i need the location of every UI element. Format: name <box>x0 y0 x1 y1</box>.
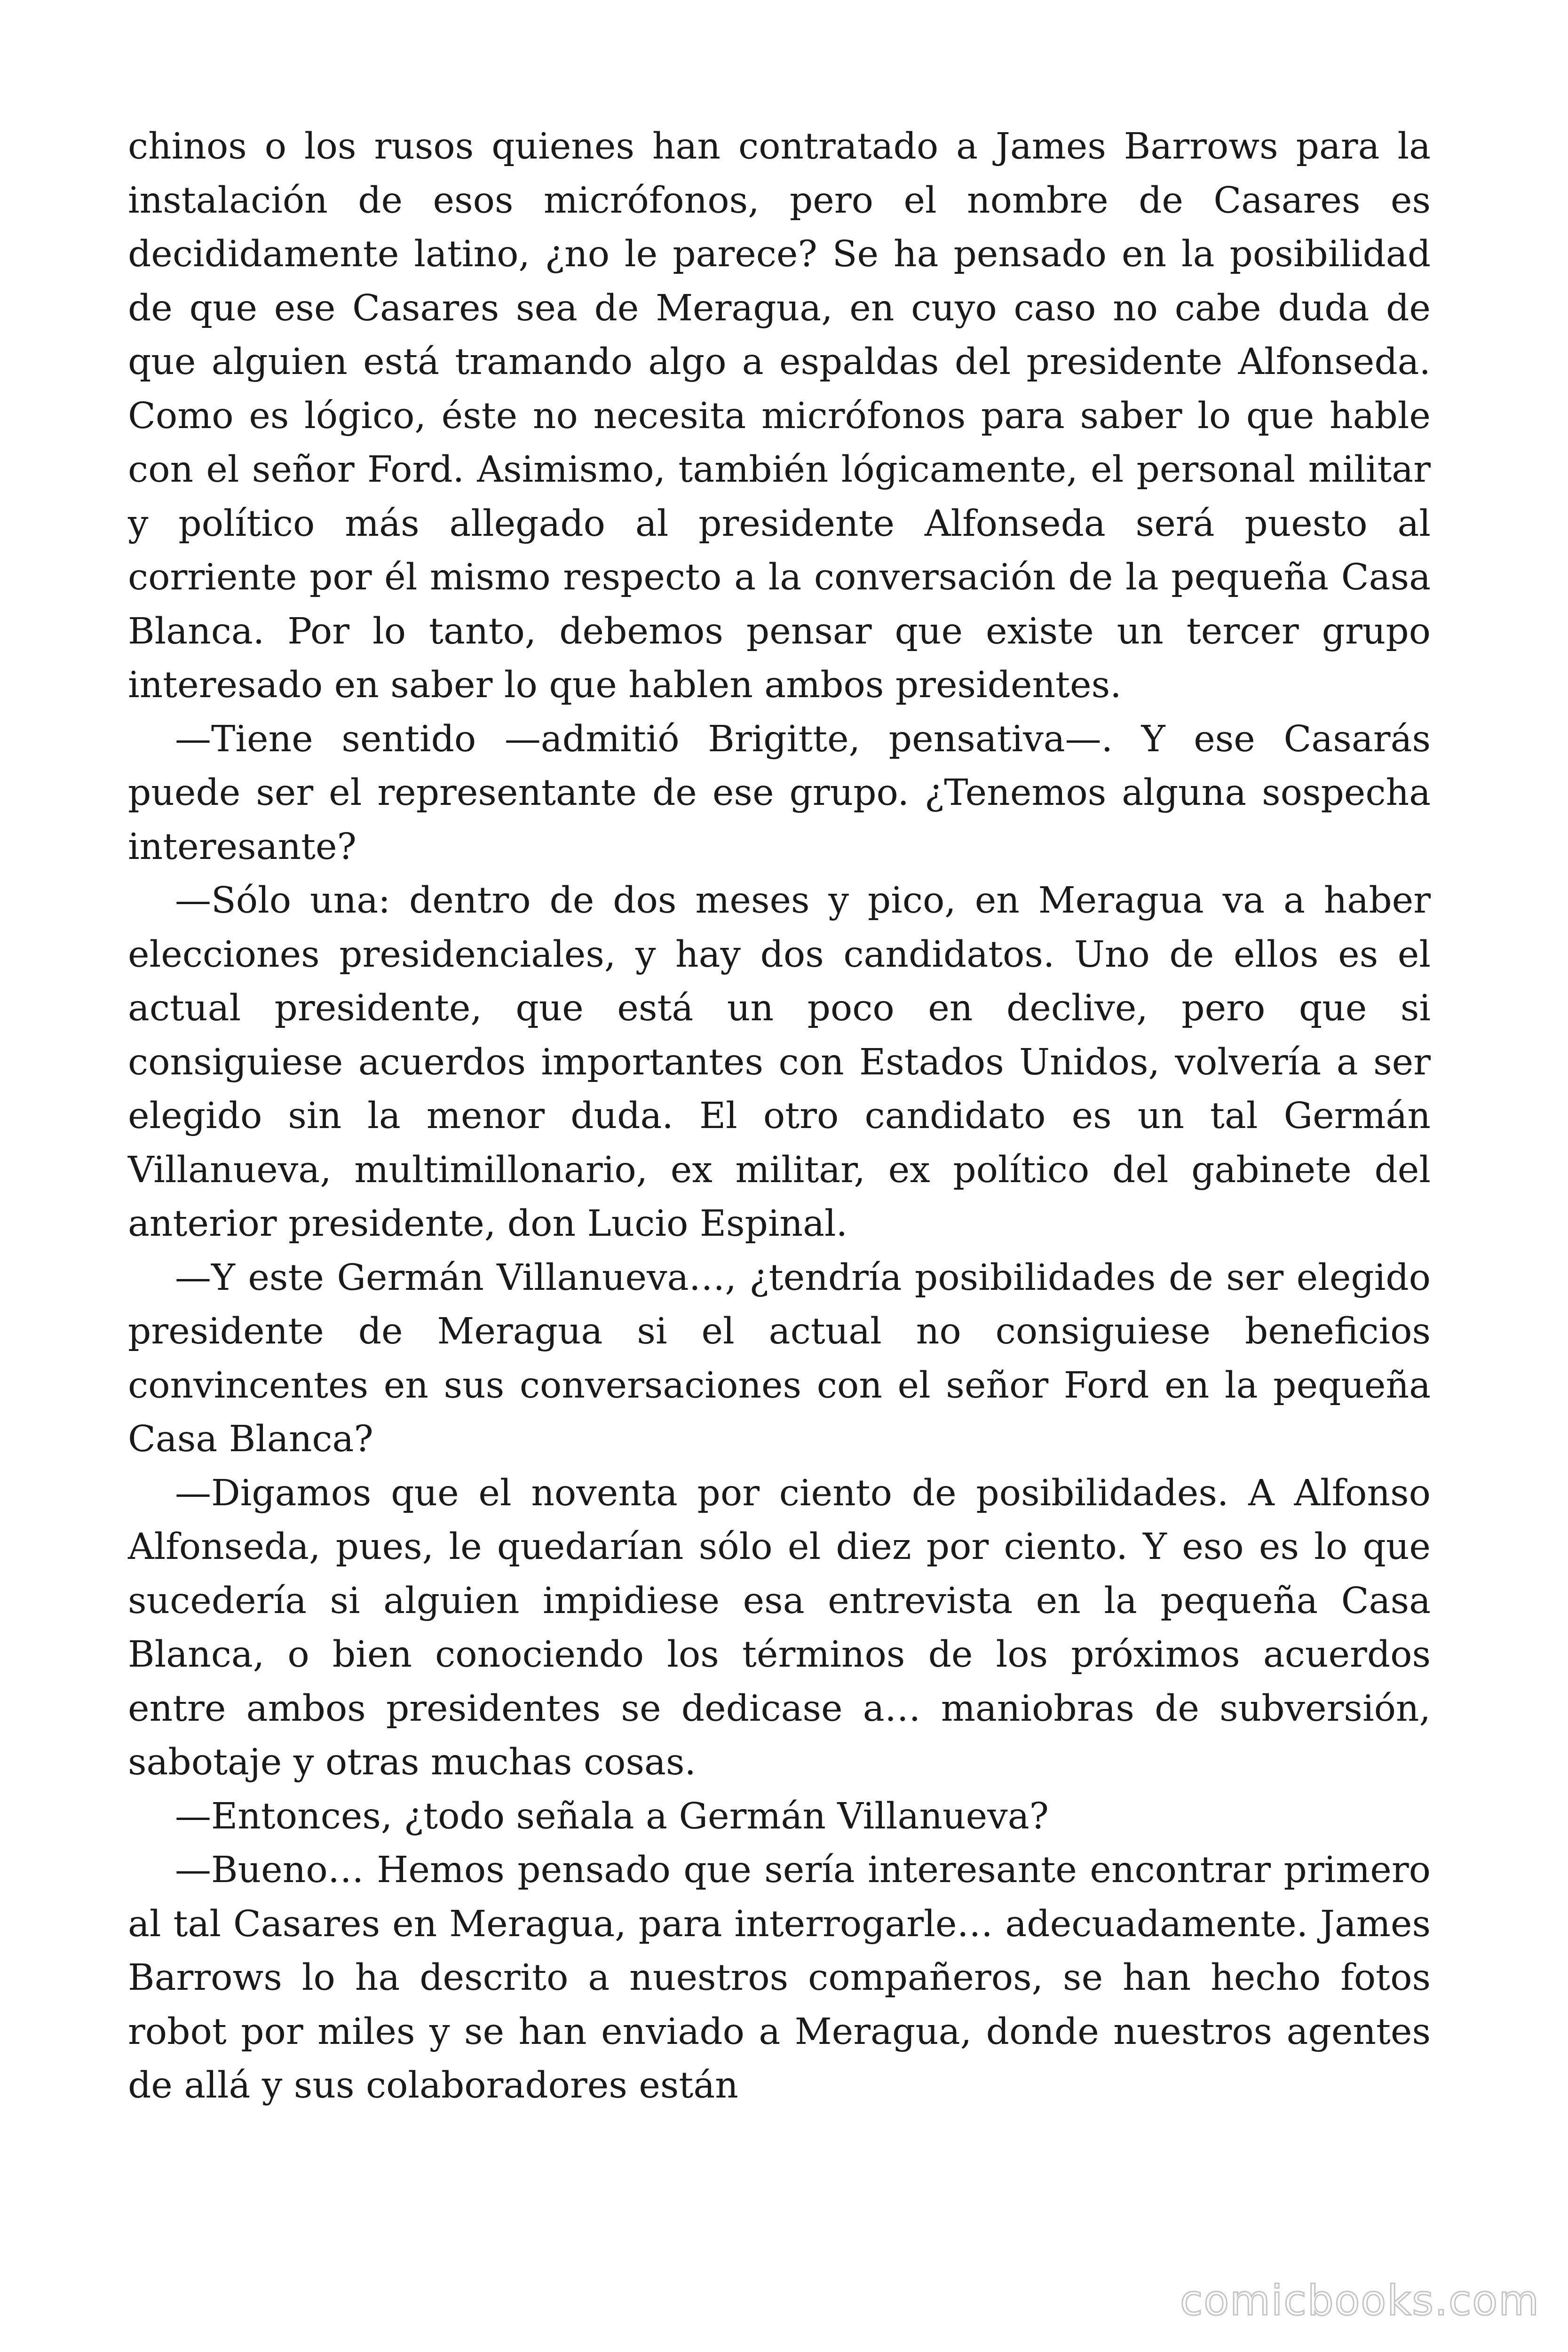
paragraph-1: chinos o los rusos quienes han contratado a James Barrows para la instalación de esos micrófonos, pero el nombre de Casares es decididamente latino, ¿no le parece? Se ha pensado en la posibilidad de que ese Casares sea de Meragua, en cuyo caso no cabe duda de que alguien está tramando algo a espaldas del presidente Alfonseda. Como es lógico, éste no necesita micrófonos para saber lo que hable con el señor Ford. Asimismo, también lógicamente, el personal militar y político más allegado al presidente Alfonseda será puesto al corriente por él mismo respecto a la conversación de la pequeña Casa Blanca. Por lo tanto, debemos pensar que existe un tercer grupo interesado en saber lo que hablen ambos presidentes. <box>128 126 1431 706</box>
paragraph-4: —Y este Germán Villanueva…, ¿tendría posibilidades de ser elegido presidente de Meragua si el actual no consiguiese beneficios convincentes en sus conversaciones con el señor Ford en la pequeña Casa Blanca? <box>128 1256 1431 1460</box>
paragraph-7: —Bueno… Hemos pensado que sería interesante encontrar primero al tal Casares en Meragua, para interrogarle… adecuadamente. James Barrows lo ha descrito a nuestros compañeros, se han hecho fotos robot por miles y se han enviado a Meragua, donde nuestros agentes de allá y sus colaboradores están <box>128 1849 1431 2106</box>
paragraph-6: —Entonces, ¿todo señala a Germán Villanueva? <box>175 1795 1049 1837</box>
paragraph-5: —Digamos que el noventa por ciento de posibilidades. A Alfonso Alfonseda, pues, le quedarían sólo el diez por ciento. Y eso es lo que sucedería si alguien impidiese esa entrevista en la pequeña Casa Blanca, o bien conociendo los términos de los próximos acuerdos entre ambos presidentes se dedicase a… maniobras de subversión, sabotaje y otras muchas cosas. <box>128 1472 1431 1783</box>
paragraph-2: —Tiene sentido —admitió Brigitte, pensativa—. Y ese Casarás puede ser el representante de ese grupo. ¿Tenemos alguna sospecha interesante? <box>128 718 1431 868</box>
body-text <box>128 120 1431 2113</box>
paragraph-3: —Sólo una: dentro de dos meses y pico, en Meragua va a haber elecciones presidenciales, y hay dos candidatos. Uno de ellos es el actual presidente, que está un poco en declive, pero que si consiguiese acuerdos importantes con Estados Unidos, volvería a ser elegido sin la menor duda. El otro candidato es un tal Germán Villanueva, multimillonario, ex militar, ex político del gabinete del anterior presidente, don Lucio Espinal. <box>128 880 1431 1245</box>
watermark: comicbooks.com <box>1180 2276 1540 2325</box>
